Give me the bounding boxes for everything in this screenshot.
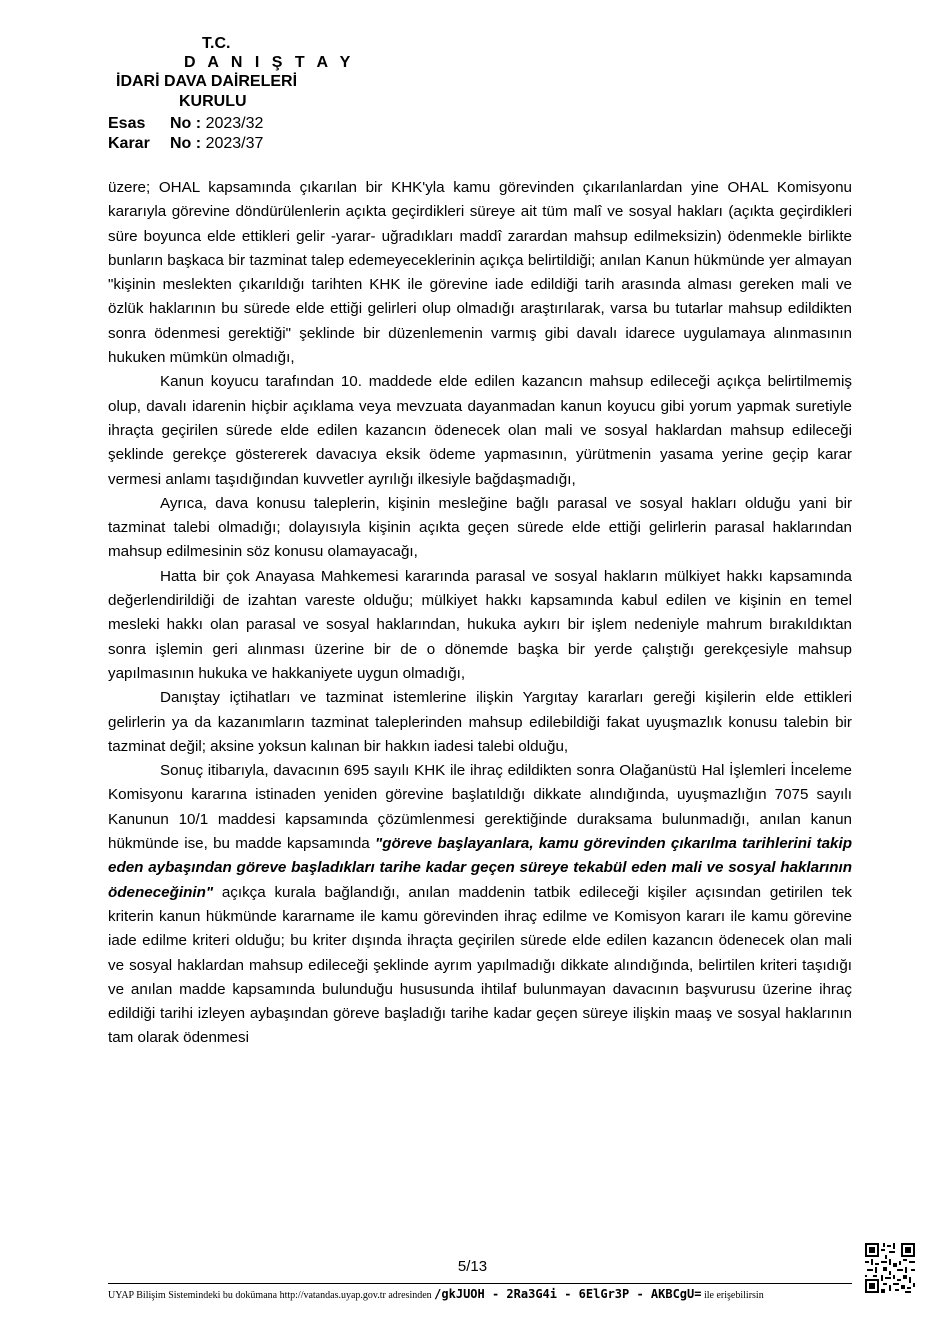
karar-no-label: No : (170, 135, 202, 152)
header-court: D A N I Ş T A Y (184, 54, 355, 71)
esas-no-value: 2023/32 (205, 115, 264, 132)
paragraph-6 (108, 759, 852, 1051)
page-number: 5/13 (457, 1258, 488, 1275)
karar-no-value: 2023/37 (205, 135, 264, 152)
paragraph-6-part-b: açıkça kurala bağlandığı, anılan maddenin tatbik edileceği kişiler açısından getirilen tek kriterin kanun hükmünde kararname ile kamu görevinden ihraç edilme ve Komisyon kararı ile kamu görevine iade edilme kriteri olduğu; bu kriter dışında ihraçta geçirilen sürede elde edilen kazancın ödenecek olan mali ve sosyal haklardan mahsup edileceği şeklinde ayrım yapılmadığı dikkate alındığında, belirtilen kriteri taşıdığı ve anılan madde kapsamında bulunduğu hususunda ihtilaf bulunmayan davacının başvurusu üzerine ihraç edildiği tarihi izleyen aybaşından göreve başladığı tarihe kadar geçen süreye ilişkin maaş ve sosyal haklarının tam olarak ödenmesi (108, 883, 852, 1047)
qr-code-icon (865, 1243, 915, 1293)
footer-text-before: UYAP Bilişim Sistemindeki bu dokümana http://vatandas.uyap.gov.tr adresinden (108, 1290, 435, 1301)
paragraph-6-quote: "göreve başlayanlara, kamu görevinden çıkarılma tarihlerini takip eden aybaşından göreve başladıkları tarihe kadar geçen süreye tekabül eden mali ve sosyal haklarının ödeneceğinin" (108, 835, 852, 901)
footer-text-after: ile erişebilirsin (701, 1290, 764, 1301)
header-board-line1: İDARİ DAVA DAİRELERİ (116, 73, 298, 90)
paragraph-2: Kanun koyucu tarafından 10. maddede elde edilen kazancın mahsup edileceği açıkça belirtilmemiş olup, davalı idarenin hiçbir açıklama veya mevzuata dayanmadan kanun koyucu gibi yorum yapmak suretiyle ihraçta geçirilen sürede elde edilen kazancın ödenecek olan mali ve sosyal haklardan mahsup edileceği şeklinde gerekçe göstererek davacıya eksik ödeme yapmasının, yürütmenin yasama yerine geçip karar vermesi anlamı taşıdığından kuvvetler ayrılığı ilkesiyle bağdaşmadığı, (108, 373, 852, 488)
verification-code: /gkJUOH - 2Ra3G4i - 6ElGr3P - AKBCgU= (434, 1287, 702, 1301)
paragraph-3: Ayrıca, dava konusu taleplerin, kişinin mesleğine bağlı parasal ve sosyal hakları olduğu yani bir tazminat talebi olmadığı; dolayısıyla kişinin açıkta geçen sürede elde ettiği gelirlerin parasal haklarından mahsup edilmesinin söz konusu olamayacağı, (108, 494, 852, 561)
footer-verification (108, 1287, 868, 1301)
esas-label: Esas (108, 115, 146, 132)
paragraph-5: Danıştay içtihatları ve tazminat istemlerine ilişkin Yargıtay kararları gereği kişilerin elde ettikleri gelirlerin ya da kazanımların tazminat taleplerinden mahsup edilebildiği fakat uyuşmazlık konusu talebin bir tazminat değil; aksine yoksun kalınan bir hakkın iadesi talebi olduğu, (108, 689, 852, 755)
karar-number (108, 134, 263, 154)
footer-divider (108, 1283, 852, 1284)
paragraph-1: üzere; OHAL kapsamında çıkarılan bir KHK'yla kamu görevinden çıkarılanlardan yine OHAL Komisyonu kararıyla görevine döndürülenlerin açıkta geçirdikleri süreye ait tüm malî ve sosyal hakları (açıkta geçirdikleri süre boyunca elde ettikleri gelir -yarar- uğradıkları maddî zarardan mahsup edilmeksizin) ödenmekle birlikte bunların başkaca bir tazminat talep edemeyeceklerinin açıkça belirtildiği; anılan Kanun hükmünde yer almayan "kişinin meslekten çıkarıldığı tarihten KHK ile görevine iade edildiği tarih arasında alması gereken mali ve özlük haklarının bu sürede elde ettiği gelirleri olup olmadığı araştırılarak, varsa bu tutarlar mahsup edildikten sonra ödenmesi gerektiği" şeklinde bir düzenlemenin varmış gibi davalı idarece uygulamaya alınmasının hukuken mümkün olmadığı, (108, 179, 852, 367)
paragraph-6-part-a: Sonuç itibarıyla, davacının 695 sayılı KHK ile ihraç edildikten sonra Olağanüstü Hal İşlemleri İnceleme Komisyonu kararına istinaden yeniden görevine başlatıldığı dikkate alındığında, uyuşmazlığın 7075 sayılı Kanunun 10/1 maddesi kapsamında çözümlenmesi gerektiğinde duraksama bulunmadığı, anılan kanun hükmünde ise, bu madde kapsamında (108, 762, 852, 853)
paragraph-4: Hatta bir çok Anayasa Mahkemesi kararında parasal ve sosyal hakların mülkiyet hakkı kapsamında değerlendirildiği de izahtan vareste olduğu; mülkiyet hakkı kapsamında kabul edilen ve kişinin en temel mesleki hakkı olan parasal ve sosyal haklarından, hukuka aykırı bir işlem nedeniyle mahrum bırakıldıktan sonra işlemin geri alınması üzerine bir de o dönemde başka bir yerde çalıştığı gerekçesiyle mahsup yapılmasının hukuka ve hakkaniyete uygun olmadığı, (108, 567, 852, 682)
esas-no-label: No : (170, 115, 202, 132)
document-body (108, 176, 852, 1051)
header-board-line2: KURULU (179, 93, 247, 110)
karar-label: Karar (108, 135, 150, 152)
esas-number (108, 114, 263, 134)
header-tc: T.C. (202, 35, 231, 52)
